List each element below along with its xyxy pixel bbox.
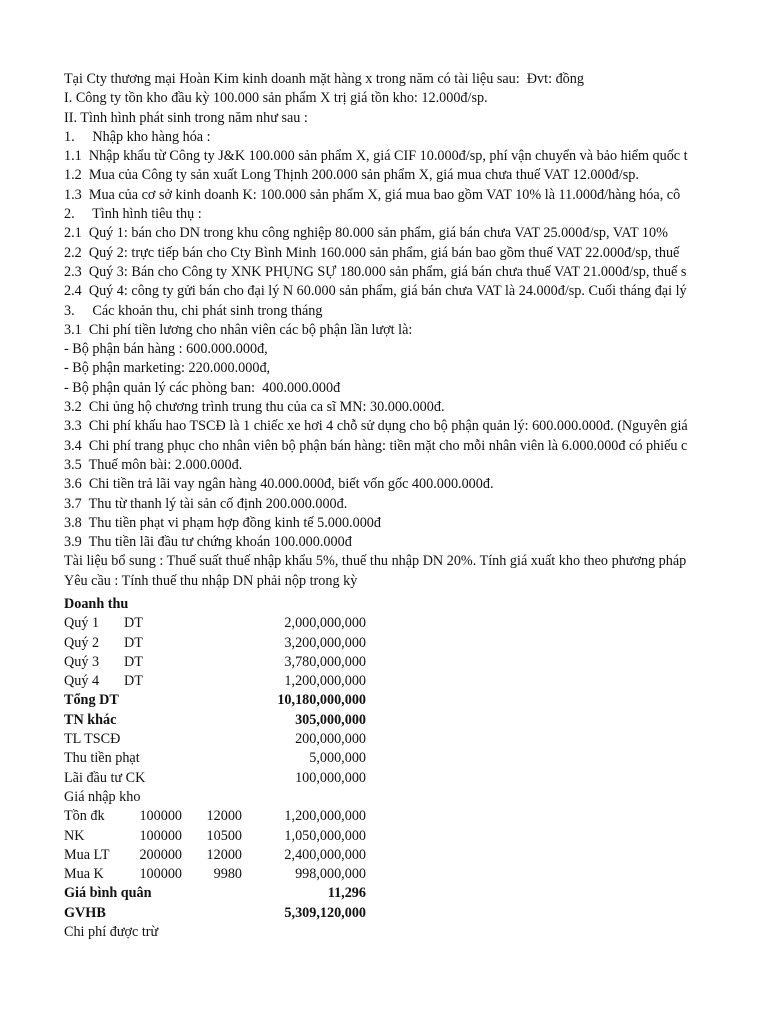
- inventory-row: [64, 827, 384, 846]
- inventory-row: [64, 846, 384, 865]
- revenue-heading: Doanh thu: [64, 596, 129, 612]
- inventory-price: 9980: [213, 866, 242, 883]
- text-line: II. Tình hình phát sinh trong năm như sau :: [64, 109, 308, 126]
- inventory-value: 998,000,000: [295, 866, 366, 883]
- inventory-value: 1,050,000,000: [284, 827, 366, 844]
- text-line: 3.5 Thuế môn bài: 2.000.000đ.: [64, 456, 243, 473]
- cogs-label: GVHB: [64, 904, 106, 921]
- inventory-row: [64, 807, 384, 826]
- quarter-type: DT: [124, 634, 143, 651]
- total-revenue-label: Tổng DT: [64, 692, 119, 709]
- inventory-label: Tồn đk: [64, 808, 105, 825]
- text-line: 3.9 Thu tiền lãi đầu tư chứng khoán 100.000.000đ: [64, 534, 352, 551]
- inventory-label: Mua LT: [64, 846, 110, 863]
- inventory-qty: 100000: [139, 827, 182, 844]
- inventory-price: 10500: [206, 827, 242, 844]
- cogs-row: [64, 904, 384, 923]
- inventory-value: 2,400,000,000: [284, 846, 366, 863]
- problem-statement: [64, 70, 768, 591]
- inventory-heading: Giá nhập kho: [64, 788, 141, 805]
- text-line: 3.2 Chi ủng hộ chương trình trung thu của ca sĩ MN: 30.000.000đ.: [64, 399, 445, 416]
- other-item-label: Thu tiền phạt: [64, 750, 140, 767]
- quarter-row: [64, 672, 384, 691]
- quarter-value: 3,780,000,000: [284, 653, 366, 670]
- revenue-heading-row: [64, 595, 384, 614]
- calculation-table: [64, 595, 384, 942]
- inventory-price: 12000: [206, 808, 242, 825]
- text-line: 3.1 Chi phí tiền lương cho nhân viên các bộ phận lần lượt là:: [64, 321, 413, 338]
- text-line: 2.1 Quý 1: bán cho DN trong khu công nghiệp 80.000 sản phẩm, giá bán chưa VAT 25.000đ/sp, VAT 10%: [64, 225, 668, 242]
- quarter-label: Quý 2: [64, 634, 100, 651]
- inventory-label: NK: [64, 827, 85, 844]
- other-item-row: [64, 730, 384, 749]
- other-item-value: 100,000,000: [295, 769, 366, 786]
- inventory-label: Mua K: [64, 866, 104, 883]
- inventory-qty: 100000: [139, 866, 182, 883]
- avg-price-value: 11,296: [327, 885, 366, 902]
- avg-price-label: Giá bình quân: [64, 885, 152, 902]
- text-line: Tại Cty thương mại Hoàn Kim kinh doanh mặt hàng x trong năm có tài liệu sau: Đvt: đồng: [64, 71, 584, 87]
- text-line: Tài liệu bổ sung : Thuế suất thuế nhập khẩu 5%, thuế thu nhập DN 20%. Tính giá xuất kho theo phương pháp: [64, 553, 687, 570]
- inventory-heading-row: [64, 788, 384, 807]
- text-line: 2.2 Quý 2: trực tiếp bán cho Cty Bình Minh 160.000 sản phẩm, giá bán bao gồm thuế VAT 22.000đ/sp, thuế: [64, 244, 680, 261]
- text-line: 2.4 Quý 4: công ty gửi bán cho đại lý N 60.000 sản phẩm, giá bán chưa VAT là 24.000đ/sp. Cuối tháng đại lý: [64, 283, 687, 300]
- total-revenue-row: [64, 691, 384, 710]
- text-line: 1. Nhập kho hàng hóa :: [64, 128, 211, 145]
- other-item-value: 200,000,000: [295, 731, 366, 748]
- text-line: 1.1 Nhập khẩu từ Công ty J&K 100.000 sản phẩm X, giá CIF 10.000đ/sp, phí vận chuyển và bảo hiểm quốc t: [64, 148, 688, 165]
- other-item-row: [64, 749, 384, 768]
- text-line: 3.8 Thu tiền phạt vi phạm hợp đồng kinh tế 5.000.000đ: [64, 514, 381, 531]
- quarter-label: Quý 1: [64, 615, 100, 632]
- quarter-value: 3,200,000,000: [284, 634, 366, 651]
- deductible-heading: Chi phí được trừ: [64, 924, 159, 941]
- quarter-label: Quý 4: [64, 673, 100, 690]
- text-line: 3. Các khoản thu, chi phát sinh trong tháng: [64, 302, 323, 319]
- avg-price-row: [64, 884, 384, 903]
- quarter-label: Quý 3: [64, 653, 100, 670]
- inventory-qty: 200000: [139, 846, 182, 863]
- cogs-value: 5,309,120,000: [284, 904, 366, 921]
- quarter-type: DT: [124, 615, 143, 632]
- inventory-value: 1,200,000,000: [284, 808, 366, 825]
- text-line: Yêu cầu : Tính thuế thu nhập DN phải nộp trong kỳ: [64, 572, 358, 589]
- text-line: 1.2 Mua của Công ty sản xuất Long Thịnh 200.000 sản phẩm X, giá mua chưa thuế VAT 12.000đ/sp.: [64, 167, 639, 184]
- text-line: - Bộ phận marketing: 220.000.000đ,: [64, 360, 271, 377]
- other-item-row: [64, 769, 384, 788]
- other-item-value: 5,000,000: [309, 750, 366, 767]
- text-line: - Bộ phận quản lý các phòng ban: 400.000.000đ: [64, 379, 341, 396]
- text-line: - Bộ phận bán hàng : 600.000.000đ,: [64, 341, 268, 358]
- text-line: 3.7 Thu từ thanh lý tài sản cố định 200.000.000đ.: [64, 495, 348, 512]
- other-income-row: [64, 711, 384, 730]
- text-line: 3.3 Chi phí khấu hao TSCĐ là 1 chiếc xe hơi 4 chỗ sử dụng cho bộ phận quản lý: 600.000.000đ. (Nguyên giá: [64, 418, 688, 435]
- quarter-type: DT: [124, 673, 143, 690]
- text-line: 1.3 Mua của cơ sở kinh doanh K: 100.000 sản phẩm X, giá mua bao gồm VAT 10% là 11.000đ/hàng hóa, cô: [64, 186, 681, 203]
- total-revenue-value: 10,180,000,000: [277, 692, 366, 709]
- other-item-label: Lãi đầu tư CK: [64, 769, 146, 786]
- deductible-heading-row: [64, 923, 384, 942]
- inventory-row: [64, 865, 384, 884]
- text-line: 3.4 Chi phí trang phục cho nhân viên bộ phận bán hàng: tiền mặt cho mỗi nhân viên là 6.000.000đ có phiếu c: [64, 437, 688, 454]
- text-line: 2. Tình hình tiêu thụ :: [64, 206, 202, 223]
- text-line: 2.3 Quý 3: Bán cho Công ty XNK PHỤNG SỰ 180.000 sản phẩm, giá bán chưa thuế VAT 21.000đ/sp, thuế s: [64, 263, 687, 280]
- quarter-value: 2,000,000,000: [284, 615, 366, 632]
- other-income-value: 305,000,000: [295, 711, 366, 728]
- other-income-label: TN khác: [64, 711, 117, 728]
- other-item-label: TL TSCĐ: [64, 731, 121, 748]
- quarter-row: [64, 634, 384, 653]
- text-line: I. Công ty tồn kho đầu kỳ 100.000 sản phẩm X trị giá tồn kho: 12.000đ/sp.: [64, 90, 488, 107]
- quarter-row: [64, 653, 384, 672]
- quarter-value: 1,200,000,000: [284, 673, 366, 690]
- inventory-qty: 100000: [139, 808, 182, 825]
- inventory-price: 12000: [206, 846, 242, 863]
- quarter-type: DT: [124, 653, 143, 670]
- quarter-row: [64, 614, 384, 633]
- text-line: 3.6 Chi tiền trả lãi vay ngân hàng 40.000.000đ, biết vốn gốc 400.000.000đ.: [64, 476, 494, 493]
